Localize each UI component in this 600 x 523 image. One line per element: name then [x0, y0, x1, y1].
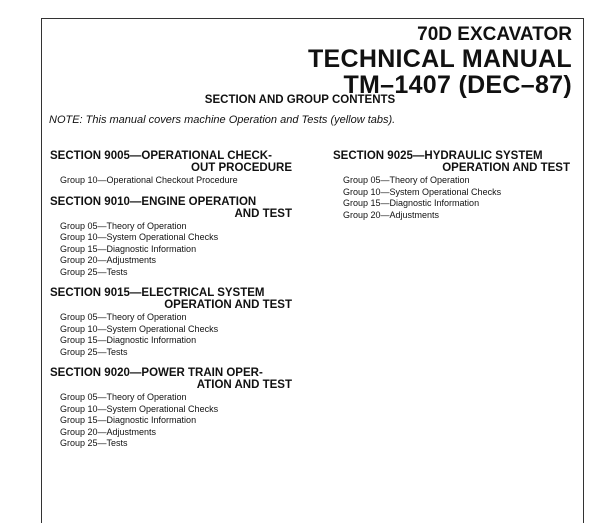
- group-item: Group 05—Theory of Operation: [343, 175, 470, 185]
- group-item: Group 20—Adjustments: [60, 255, 157, 265]
- section-heading: [50, 367, 292, 391]
- group-list: [333, 175, 570, 221]
- section-heading: [333, 150, 570, 174]
- section-9015: [50, 287, 292, 358]
- group-item: Group 25—Tests: [60, 266, 128, 277]
- section-heading-line2: OUT PROCEDURE: [191, 162, 292, 174]
- group-list: [50, 221, 292, 279]
- title-block: [308, 24, 572, 99]
- group-list: [50, 312, 292, 358]
- section-heading-line1: SECTION 9025—HYDRAULIC SYSTEM: [333, 150, 543, 162]
- group-item: Group 10—System Operational Checks: [60, 232, 219, 242]
- manual-number: TM–1407 (DEC–87): [343, 71, 572, 99]
- section-heading: [50, 150, 292, 174]
- group-item: Group 20—Adjustments: [343, 209, 440, 220]
- group-list: [50, 392, 292, 450]
- section-heading-line1: SECTION 9015—ELECTRICAL SYSTEM: [50, 287, 265, 299]
- section-heading-line1: SECTION 9010—ENGINE OPERATION: [50, 195, 257, 208]
- page-border-top: [41, 18, 583, 19]
- group-item: Group 25—Tests: [60, 346, 128, 357]
- group-item: Group 10—Operational Checkout Procedure: [60, 175, 238, 185]
- group-item: Group 15—Diagnostic Information: [343, 198, 480, 208]
- group-item: Group 05—Theory of Operation: [60, 392, 187, 402]
- section-heading-line1: SECTION 9020—POWER TRAIN OPER-: [50, 367, 263, 379]
- section-9025: [333, 150, 570, 221]
- section-9020: [50, 367, 292, 450]
- section-heading-line2: OPERATION AND TEST: [442, 162, 570, 174]
- section-9005: [50, 150, 292, 187]
- group-list: [50, 175, 292, 187]
- manual-title: TECHNICAL MANUAL: [307, 45, 572, 73]
- contents-column-left: [50, 150, 292, 459]
- group-item: Group 20—Adjustments: [60, 426, 157, 437]
- section-heading-line2: OPERATION AND TEST: [164, 299, 292, 311]
- group-item: Group 15—Diagnostic Information: [60, 415, 197, 425]
- contents-column-right: [333, 150, 570, 230]
- section-heading: [50, 196, 292, 220]
- group-item: Group 10—System Operational Checks: [60, 323, 219, 334]
- section-heading-line2: ATION AND TEST: [196, 379, 292, 391]
- contents-heading: SECTION AND GROUP CONTENTS: [204, 94, 396, 106]
- group-item: Group 05—Theory of Operation: [60, 220, 187, 231]
- group-item: Group 10—System Operational Checks: [60, 403, 219, 414]
- group-item: Group 15—Diagnostic Information: [60, 243, 197, 254]
- group-item: Group 05—Theory of Operation: [60, 312, 187, 322]
- model-name: 70D EXCAVATOR: [417, 24, 572, 45]
- section-9010: [50, 196, 292, 279]
- group-item: Group 10—System Operational Checks: [343, 186, 502, 197]
- group-item: Group 25—Tests: [60, 438, 128, 448]
- section-heading-line1: SECTION 9005—OPERATIONAL CHECK-: [50, 150, 272, 162]
- section-heading-line2: AND TEST: [234, 207, 292, 220]
- group-item: Group 15—Diagnostic Information: [60, 335, 197, 345]
- manual-note: NOTE: This manual covers machine Operation and Tests (yellow tabs).: [49, 114, 396, 126]
- section-heading: [50, 287, 292, 311]
